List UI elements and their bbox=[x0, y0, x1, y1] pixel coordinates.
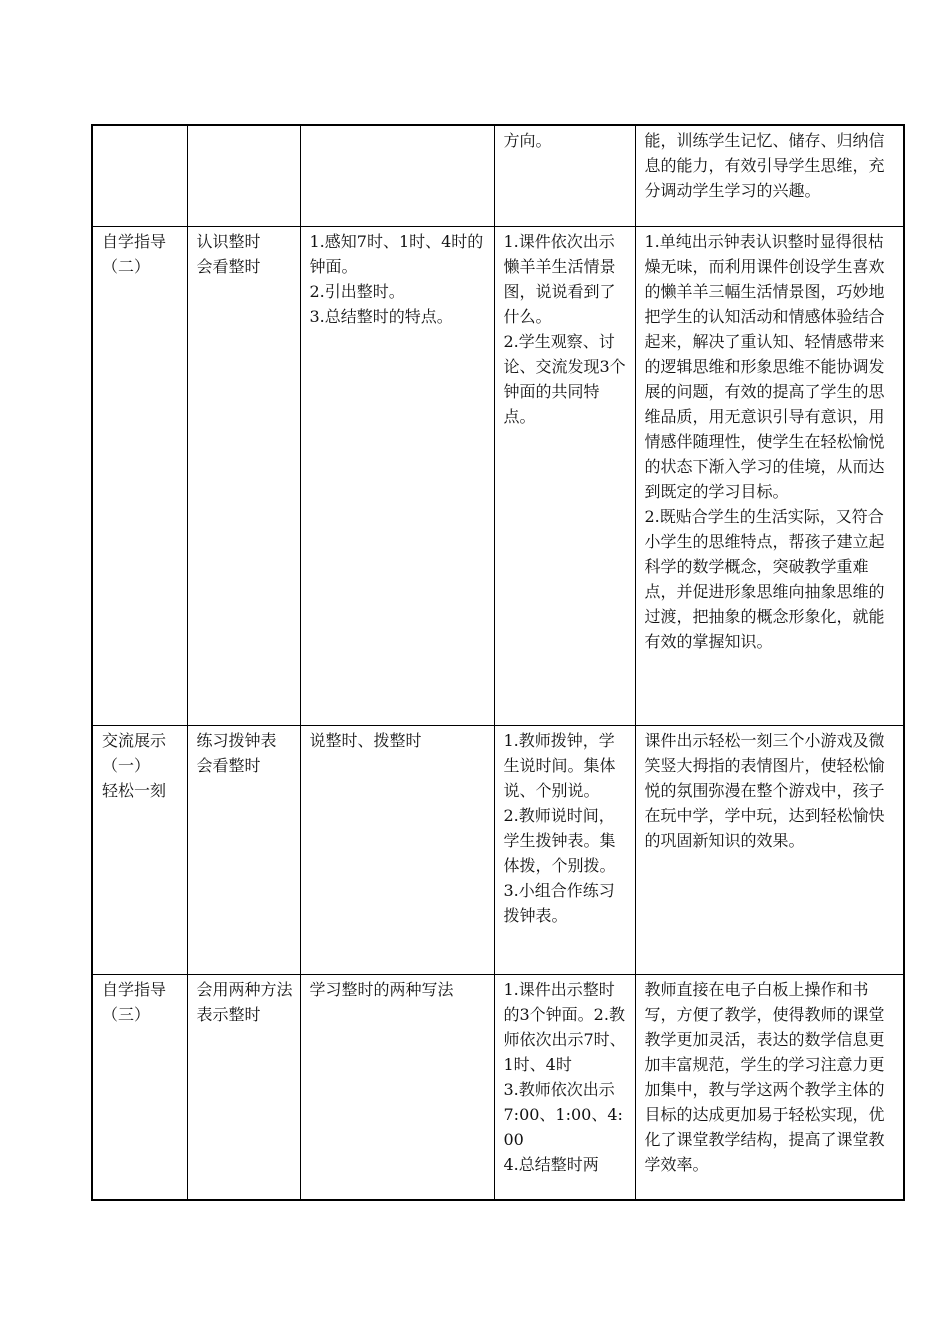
content-line: 说整时、拨整时 bbox=[309, 730, 422, 750]
content-cell bbox=[300, 125, 494, 226]
goal-line: 会看整时 bbox=[196, 256, 261, 276]
activity-line: 2.学生观察、讨论、交流发现3个钟面的共同特点。 bbox=[503, 331, 626, 426]
content-cell bbox=[300, 725, 494, 974]
activity-line: 3.小组合作练习拨钟表。 bbox=[503, 880, 615, 925]
activity-line: 方向。 bbox=[503, 131, 552, 150]
activity-cell bbox=[494, 974, 635, 1200]
content-line: 2.引出整时。 bbox=[309, 281, 405, 301]
activity-line: 1.课件依次出示懒羊羊生活情景图，说说看到了什么。 bbox=[503, 231, 616, 326]
activity-cell bbox=[494, 125, 635, 226]
stage-line: （二） bbox=[102, 256, 151, 276]
stage-cell bbox=[92, 974, 187, 1200]
stage-line: （三） bbox=[102, 1004, 151, 1024]
goal-line: 认识整时 bbox=[196, 231, 261, 251]
goal-line: 会看整时 bbox=[196, 755, 261, 775]
goal-line: 会用两种方法表示整时 bbox=[196, 979, 293, 1024]
table-row bbox=[92, 974, 904, 1200]
stage-line: 自学指导 bbox=[102, 231, 167, 251]
goal-cell bbox=[187, 725, 300, 974]
activity-line: 3.教师依次出示7:00、1:00、4:00 bbox=[503, 1079, 623, 1149]
intent-cell bbox=[635, 226, 904, 725]
table-row bbox=[92, 125, 904, 226]
stage-cell bbox=[92, 125, 187, 226]
intent-cell bbox=[635, 725, 904, 974]
table-row bbox=[92, 725, 904, 974]
activity-line: 2.教师说时间，学生拨钟表。集体拨，个别拨。 bbox=[503, 805, 616, 875]
intent-cell bbox=[635, 125, 904, 226]
stage-cell bbox=[92, 725, 187, 974]
intent-line: 教师直接在电子白板上操作和书写，方便了教学，使得教师的课堂教学更加灵活，表达的数学信息更加丰富规范，学生的学习注意力更加集中，教与学这两个教学主体的目标的达成更加易于轻松实现，优化了课堂教学结构，提高了课堂教学效率。 bbox=[644, 979, 885, 1174]
intent-line: 课件出示轻松一刻三个小游戏及微笑竖大拇指的表情图片，使轻松愉悦的氛围弥漫在整个游戏中，孩子在玩中学，学中玩，达到轻松愉快的巩固新知识的效果。 bbox=[644, 730, 885, 850]
stage-line: 自学指导 bbox=[102, 979, 167, 999]
table-body bbox=[92, 125, 904, 1200]
goal-line: 练习拨钟表 bbox=[196, 730, 277, 750]
intent-line: 1.单纯出示钟表认识整时显得很枯燥无味，而利用课件创设学生喜欢的懒羊羊三幅生活情景图，巧妙地把学生的认知活动和情感体验结合起来，解决了重认知、轻情感带来的逻辑思维和形象思维不能协调发展的问题，有效的提高了学生的思维品质，用无意识引导有意识，用情感伴随理性，使学生在轻松愉悦的状态下渐入学习的佳境，从而达到既定的学习目标。 bbox=[644, 231, 885, 501]
content-cell bbox=[300, 974, 494, 1200]
stage-line: 轻松一刻 bbox=[102, 780, 167, 800]
intent-line: 能，训练学生记忆、储存、归纳信息的能力，有效引导学生思维，充分调动学生学习的兴趣。 bbox=[644, 131, 885, 200]
stage-cell bbox=[92, 226, 187, 725]
activity-cell bbox=[494, 725, 635, 974]
content-line: 3.总结整时的特点。 bbox=[309, 306, 453, 326]
content-line: 学习整时的两种写法 bbox=[309, 979, 454, 999]
stage-line: （一） bbox=[102, 755, 151, 775]
lesson-plan-table bbox=[91, 124, 905, 1201]
activity-line: 1.教师拨钟，学生说时间。集体说、个别说。 bbox=[503, 730, 616, 800]
goal-cell bbox=[187, 125, 300, 226]
goal-cell bbox=[187, 226, 300, 725]
activity-line: 1.课件出示整时的3个钟面。2.教师依次出示7时、1时、4时 bbox=[503, 979, 626, 1074]
activity-line: 4.总结整时两 bbox=[503, 1154, 599, 1174]
goal-cell bbox=[187, 974, 300, 1200]
content-line: 1.感知7时、1时、4时的钟面。 bbox=[309, 231, 484, 276]
intent-line: 2.既贴合学生的生活实际，又符合小学生的思维特点，帮孩子建立起科学的数学概念，突破教学重难点，并促进形象思维向抽象思维的过渡，把抽象的概念形象化，就能有效的掌握知识。 bbox=[644, 506, 885, 651]
intent-cell bbox=[635, 974, 904, 1200]
content-cell bbox=[300, 226, 494, 725]
stage-line: 交流展示 bbox=[102, 730, 167, 750]
activity-cell bbox=[494, 226, 635, 725]
table-row bbox=[92, 226, 904, 725]
